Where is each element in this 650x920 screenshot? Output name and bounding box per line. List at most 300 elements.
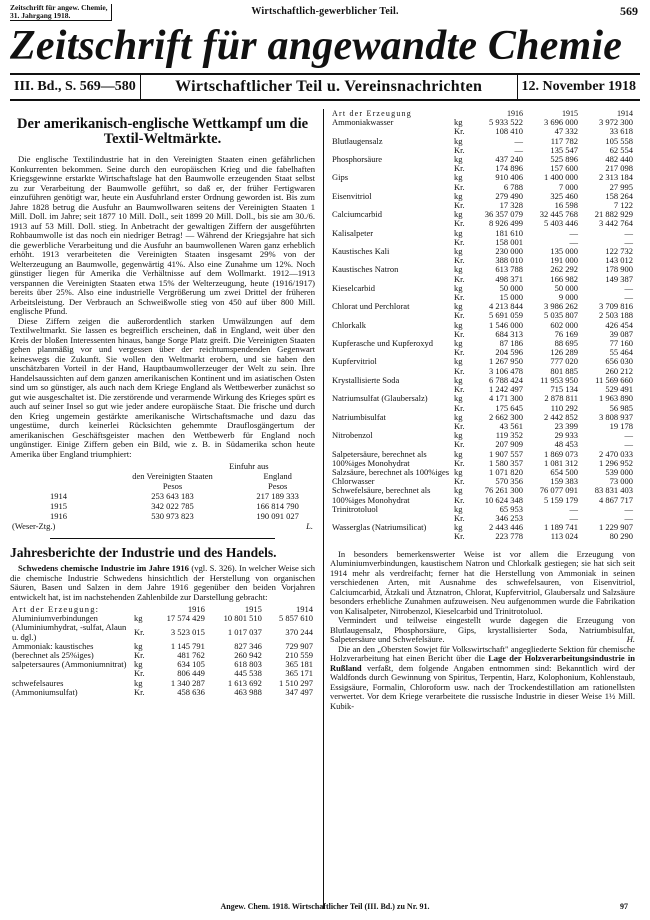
product-name: Krystallisierte Soda: [332, 374, 400, 385]
kr-value: 149 387: [605, 273, 633, 284]
kr-value: 5 159 179: [544, 494, 578, 505]
kg-value: 1 189 741: [544, 522, 578, 533]
right-paragraph-2-signature: H.: [626, 634, 635, 645]
right-paragraph-2: [330, 616, 635, 645]
unit-label: Kr.: [454, 163, 465, 174]
unit-label: Kr.: [454, 476, 465, 487]
table-row: [10, 660, 315, 669]
product-name: Wasserglas (Natriumsilicat): [332, 522, 427, 533]
unit-label: kg: [454, 338, 463, 349]
kg-value: 32 445 768: [539, 209, 578, 220]
product-name: Salzsäure, berechnet als 100%iges Chlorwasser: [332, 466, 450, 487]
masthead-title: Zeitschrift für angewandte Chemie: [10, 23, 623, 69]
import-unit-usa: Pesos: [162, 481, 183, 491]
table-row: [330, 468, 635, 477]
kr-value: 47 332: [554, 126, 578, 137]
section-subtitle: Schwedens chemische Industrie im Jahre 1916: [18, 563, 189, 573]
kr-value: 175 645: [495, 402, 523, 413]
kr-value: 5 403 446: [544, 218, 578, 229]
right-column: [330, 109, 635, 919]
kg-value: 50 000: [554, 282, 578, 293]
kr-value: —: [624, 236, 633, 247]
unit-label: kg: [134, 677, 143, 688]
kr-value: 1 081 312: [544, 457, 578, 468]
kr-value: 1 296 952: [599, 457, 633, 468]
kr-value: —: [624, 512, 633, 523]
kg-value: 1 145 791: [170, 640, 205, 651]
unit-label: Kr.: [454, 144, 465, 155]
kr-value: 570 356: [495, 476, 523, 487]
kr-value: 8 926 499: [489, 218, 523, 229]
kr-value: 126 289: [550, 347, 578, 358]
kr-value: 529 491: [605, 384, 633, 395]
kg-value: 1 963 890: [599, 393, 633, 404]
kg-value: 279 490: [495, 190, 523, 201]
newspaper-page: [10, 4, 640, 916]
kg-value: 11 953 950: [540, 374, 578, 385]
unit-label: kg: [454, 356, 463, 367]
kr-value: 223 778: [495, 531, 523, 542]
unit-label: Kr.: [454, 255, 465, 266]
running-title: Wirtschaftlich-gewerblicher Teil.: [251, 6, 399, 17]
unit-label: Kr.: [454, 402, 465, 413]
kr-value: 110 292: [550, 402, 578, 413]
unit-label: Kr.: [454, 328, 465, 339]
kr-value: 346 253: [495, 512, 523, 523]
kr-value: 5 035 807: [544, 310, 578, 321]
product-name: Kalisalpeter: [332, 227, 374, 238]
kg-value: 36 357 079: [484, 209, 523, 220]
unit-label: kg: [454, 190, 463, 201]
import-england-value: 166 814 790: [256, 501, 299, 511]
kr-value: 207 909: [495, 439, 523, 450]
kg-value: —: [624, 430, 633, 441]
left-column: [10, 109, 315, 919]
unit-label: Kr.: [454, 347, 465, 358]
kg-value: 729 907: [285, 640, 313, 651]
table-row: [330, 505, 635, 514]
section-paragraph: [10, 564, 315, 602]
right-paragraph-3-end: verfaßt, dem folgende Angaben entnommen sind: Bekanntlich wird der Waldfonds durch Gewinnung von Spiritus, Terpentin, Harz, Kolophonium, Kohlenstaub, Essigsäure, Formalin, Chloroform usw. nach der Trockendestillation am rationellsten verwertet. Vor dem Kriege verarbeitete die russische Industrie in dieser Weise 1½ Mill. Kubik-: [330, 662, 635, 711]
kg-value: 3 709 816: [599, 301, 633, 312]
kg-value: 2 470 033: [599, 448, 633, 459]
table-row: [330, 321, 635, 330]
article-paragraph-2: Diese Ziffern zeigen die außerordentlich starken Umwälzungen auf dem Textilweltmarkt. Sie lassen es begreiflich erscheinen, daß in England, weit über den Kreis der bloßen Interessenten hinaus, bange Sorge Platz greift. Die Vereinigten Staaten gehen planmäßig vor und vergessen über der reichtumspendenden Gegenwart keineswegs die Zukunft. Sie wollen den Weltmarkt erobern, und sie haben den unschätzbaren Vorteil in der Hand, Hauptbaumwollerzeuger der Welt zu sein. Ihre Handelsaussichten auf dem ganzen amerikanischen Kontinent und im asiatischen Osten sind um so günstiger, als auch nach dem Kriege England als Wettbewerber zunächst so gut wie ausgeschaltet ist. Die zerstörende und verarmende Wirkung des Krieges spürt es auch auf seiner Insel so gut wie jeder andere europäische Staat. Die frische und durch den Krieg ungemein gestärkte amerikanische Wirtschaftsmache und dazu das ungestüme, durch keinerlei Rücksichten gehemmte Drauflosgängertum der amerikanischen Geschäftsgeister machen den Wettbewerb für England noch ungünstiger. Einige Ziffern geben ein Bild, wie z. B. in Südamerika schon heute Amerika über England triumphiert:: [10, 315, 315, 459]
section-text: In welcher Weise sich die chemische Industrie Schwedens hinsichtlich der Herstellung von organischen Säuren, Basen und Salzen in dem Jahre 1916 gegenüber den beiden Vorjahren entwickelt hat, ist im nachstehenden Zahlenbilde zur Darstellung gebracht:: [10, 563, 315, 602]
import-usa-value: 342 022 785: [151, 501, 194, 511]
kr-value: 217 098: [605, 163, 633, 174]
kr-value: —: [569, 236, 578, 247]
kr-value: 684 313: [495, 328, 523, 339]
kg-value: 777 020: [550, 356, 578, 367]
kr-value: 210 559: [285, 650, 313, 661]
kg-value: 88 695: [554, 338, 578, 349]
kr-value: 33 618: [609, 126, 633, 137]
kg-value: 65 953: [499, 503, 523, 514]
kg-value: 1 907 557: [489, 448, 523, 459]
unit-label: kg: [454, 485, 463, 496]
table-row: [330, 376, 635, 385]
kg-value: 21 882 929: [594, 209, 633, 220]
page-number: 569: [620, 4, 638, 18]
unit-label: Kr.: [454, 494, 465, 505]
kg-value: 2 442 852: [544, 411, 578, 422]
kg-value: —: [624, 282, 633, 293]
kr-value: 3 106 478: [489, 365, 523, 376]
import-unit-england: Pesos: [267, 481, 288, 491]
section-title: Wirtschaftlicher Teil u. Vereinsnachrichten: [141, 75, 518, 99]
kr-value: 801 885: [550, 365, 578, 376]
kr-value: 715 134: [550, 384, 578, 395]
kr-value: 113 024: [550, 531, 578, 542]
import-usa-value: 253 643 183: [151, 491, 194, 501]
section-separator: [50, 538, 275, 539]
unit-label: Kr.: [454, 384, 465, 395]
kr-value: 15 000: [499, 292, 523, 303]
product-name: salpetersaures (Ammoniumnitrat): [12, 659, 127, 670]
import-col-england: England: [263, 471, 292, 481]
kg-value: —: [624, 503, 633, 514]
unit-label: Kr.: [454, 439, 465, 450]
kr-value: 191 000: [550, 255, 578, 266]
kr-value: 1 580 357: [489, 457, 523, 468]
kr-value: 498 371: [495, 273, 523, 284]
kr-value: 5 691 059: [489, 310, 523, 321]
product-name: Natriumbisulfat: [332, 411, 386, 422]
table-row: [10, 501, 315, 511]
kg-value: 29 933: [554, 430, 578, 441]
kr-value: 3 442 764: [599, 218, 633, 229]
kg-value: 135 000: [550, 246, 578, 257]
publication-line-1: Zeitschrift für angew. Chemie,: [10, 3, 108, 12]
kg-value: 262 292: [550, 264, 578, 275]
unit-label: kg: [454, 135, 463, 146]
running-header: [10, 4, 640, 21]
source-note: (Weser-Ztg.): [12, 521, 56, 531]
year-col: 1915: [562, 109, 578, 118]
table-row: [10, 491, 315, 501]
kr-value: 80 290: [609, 531, 633, 542]
kg-value: 6 788 424: [489, 374, 523, 385]
table-row: [330, 265, 635, 274]
article-title: [10, 117, 315, 147]
product-name: Natriumsulfat (Glaubersalz): [332, 393, 428, 404]
table-row: [330, 155, 635, 164]
kg-value: 3 808 937: [599, 411, 633, 422]
table-row: [10, 511, 315, 521]
unit-label: kg: [454, 209, 463, 220]
kg-value: 910 406: [495, 172, 523, 183]
kr-value: 2 503 188: [599, 310, 633, 321]
year-col: 1916: [507, 109, 523, 118]
product-name: Kaustisches Natron: [332, 264, 399, 275]
production-head: Art der Erzeugung: [332, 109, 412, 118]
kr-value: 73 000: [609, 476, 633, 487]
unit-label: Kr.: [134, 650, 145, 661]
kr-value: 365 171: [285, 668, 313, 679]
kr-value: 39 087: [609, 328, 633, 339]
kg-value: 1 229 907: [599, 522, 633, 533]
unit-label: Kr.: [454, 236, 465, 247]
kg-value: 656 030: [605, 356, 633, 367]
kg-value: 119 352: [495, 430, 523, 441]
kg-value: 1 613 692: [227, 677, 262, 688]
kr-value: 481 762: [177, 650, 205, 661]
kg-value: 17 574 429: [166, 613, 205, 624]
unit-label: kg: [454, 503, 463, 514]
table-row: [330, 284, 635, 293]
kg-value: 539 000: [605, 466, 633, 477]
unit-label: kg: [454, 319, 463, 330]
kr-value: 9 000: [558, 292, 578, 303]
kr-value: 7 122: [613, 200, 633, 211]
unit-label: kg: [454, 117, 463, 128]
product-name: Ammoniakwasser: [332, 117, 394, 128]
kg-value: 230 000: [495, 246, 523, 257]
table-row: [10, 614, 315, 628]
kg-value: —: [569, 227, 578, 238]
kr-value: 16 598: [554, 200, 578, 211]
kr-value: 1 242 497: [489, 384, 523, 395]
product-name: Nitrobenzol: [332, 430, 373, 441]
table-row: [330, 357, 635, 366]
unit-label: kg: [134, 640, 143, 651]
unit-label: kg: [454, 466, 463, 477]
kg-value: 87 186: [499, 338, 523, 349]
kg-value: 4 171 300: [489, 393, 523, 404]
product-name: Chlorat und Perchlorat: [332, 301, 410, 312]
kr-value: 159 383: [550, 476, 578, 487]
table-row: [10, 679, 315, 688]
footer-number: 97: [620, 902, 628, 911]
product-name: Chlorkalk: [332, 319, 366, 330]
kr-value: 3 523 015: [170, 627, 205, 637]
kr-value: —: [624, 439, 633, 450]
kr-value: 56 985: [609, 402, 633, 413]
table-row: [330, 229, 635, 238]
import-year: 1916: [50, 511, 67, 521]
table-row: [10, 642, 315, 651]
unit-label: Kr.: [454, 457, 465, 468]
kr-value: 260 942: [234, 650, 262, 661]
kg-value: 365 181: [285, 659, 313, 670]
import-table: [10, 461, 315, 531]
unit-label: kg: [454, 301, 463, 312]
kg-value: 3 972 300: [599, 117, 633, 128]
kr-value: —: [514, 144, 523, 155]
table-row: [330, 137, 635, 146]
kg-value: 105 558: [605, 135, 633, 146]
kr-value: 347 497: [285, 686, 313, 697]
kr-value: 23 399: [554, 420, 578, 431]
import-table-header: Einfuhr aus: [229, 461, 269, 471]
product-name: Kaustisches Kali: [332, 246, 390, 257]
kg-value: 83 831 403: [594, 485, 633, 496]
kg-value: 5 933 522: [489, 117, 523, 128]
unit-label: Kr.: [454, 218, 465, 229]
kr-value: 7 000: [558, 181, 578, 192]
kr-value: 76 169: [554, 328, 578, 339]
kr-value: 10 624 348: [484, 494, 523, 505]
year-col: 1914: [296, 604, 313, 614]
unit-label: kg: [454, 393, 463, 404]
unit-label: kg: [454, 448, 463, 459]
year-col: 1916: [187, 604, 205, 614]
table-row: [330, 247, 635, 256]
kg-value: 525 896: [550, 154, 578, 165]
unit-label: Kr.: [454, 512, 465, 523]
unit-label: Kr.: [454, 273, 465, 284]
table-row: [330, 431, 635, 440]
unit-label: kg: [454, 430, 463, 441]
right-paragraph-1: In besonders bemerkenswerter Weise ist vor allem die Erzeugung von Aluminiumverbindungen, kaustischem Natron und Chlorkalk gestiegen; sie hat sich seit 1914 mehr als verdreifacht; ferner hat die Herstellung von Ammoniak in seinen verschiedenen Arten, mit Ausnahme des schwefelsauren, von Eisenvitriol, Calciumcarbid, Ätzkali und Ätznatron, Chlorat, Kupfervitriol, Glaubersalz und Salzsäure besonders erhebliche Zunahmen aufzuweisen. Neu aufgenommen wurde die Fabrikation von Kalisalpeter, Nitrobenzol, Kieselcarbid und Trinitrotoluol.: [330, 548, 635, 616]
kg-value: 11 569 660: [595, 374, 633, 385]
kr-value: 174 896: [495, 163, 523, 174]
kg-value: 178 900: [605, 264, 633, 275]
article-title-line-1: Der amerikanisch-englische Wettkampf um die: [16, 116, 309, 132]
kr-value: 27 995: [609, 181, 633, 192]
unit-label: Kr.: [454, 365, 465, 376]
kr-value: 55 464: [609, 347, 633, 358]
product-name: schwefelsaures (Ammoniumsulfat): [12, 677, 78, 697]
kg-value: 613 788: [495, 264, 523, 275]
table-head-label: Art der Erzeugung:: [12, 604, 100, 614]
product-name: Kieselcarbid: [332, 282, 375, 293]
kr-value: —: [624, 292, 633, 303]
import-year: 1914: [50, 491, 67, 501]
product-name: Gips: [332, 172, 349, 183]
product-name: Calciumcarbid: [332, 209, 383, 220]
kg-value: 325 460: [550, 190, 578, 201]
kr-value: 135 547: [550, 144, 578, 155]
kr-value: 388 010: [495, 255, 523, 266]
kr-value: 166 982: [550, 273, 578, 284]
unit-label: Kr.: [454, 420, 465, 431]
import-england-value: 217 189 333: [256, 491, 299, 501]
right-paragraph-2-text: Vermindert und teilweise eingestellt wurde dagegen die Erzeugung von Blutlaugensalz, Phosphorsäure, Gips, krystallisierter Soda, Natriumbisulfat, Salpetersäure und Schwefelsäure.: [330, 615, 635, 645]
product-name: Salpetersäure, berechnet als 100%iges Monohydrat: [332, 448, 427, 468]
footer-text: Angew. Chem. 1918. Wirtschaftlicher Teil (III. Bd.) zu Nr. 91.: [220, 902, 430, 911]
kg-value: 634 105: [177, 659, 205, 670]
kg-value: 117 782: [550, 135, 578, 146]
issue-date: 12. November 1918: [521, 79, 636, 94]
year-col: 1915: [244, 604, 262, 614]
kg-value: 10 801 510: [223, 613, 262, 624]
right-paragraph-3-bold: Lage der Holzverarbeitungsindustrie in Rußland: [330, 653, 635, 673]
unit-label: Kr.: [454, 310, 465, 321]
kg-value: 158 264: [605, 190, 633, 201]
kr-value: 143 012: [605, 255, 633, 266]
unit-label: kg: [454, 522, 463, 533]
unit-label: kg: [454, 172, 463, 183]
kg-value: 2 443 446: [489, 522, 523, 533]
kr-value: 370 244: [285, 627, 313, 637]
publication-line-2: 31. Jahrgang 1918.: [10, 10, 71, 20]
year-col: 1914: [617, 109, 633, 118]
section-title-reports: Jahresberichte der Industrie und des Handels.: [10, 545, 277, 560]
kr-value: 157 600: [550, 163, 578, 174]
kr-value: 260 212: [605, 365, 633, 376]
unit-label: kg: [454, 227, 463, 238]
kg-value: 77 160: [609, 338, 633, 349]
unit-label: kg: [454, 411, 463, 422]
kg-value: 4 213 844: [489, 301, 523, 312]
kg-value: 482 440: [605, 154, 633, 165]
kg-value: 76 261 300: [484, 485, 523, 496]
kr-value: 463 988: [234, 686, 262, 697]
kg-value: 2 878 811: [544, 393, 578, 404]
kg-value: 654 500: [550, 466, 578, 477]
article-signature: L.: [306, 521, 313, 531]
product-name: Phosphorsäure: [332, 154, 383, 165]
product-name: Kupferasche und Kupferoxyd: [332, 338, 434, 349]
kr-value: 445 538: [234, 668, 262, 679]
kr-value: 806 449: [177, 668, 205, 679]
product-name: Trinitrotoluol: [332, 503, 378, 514]
product-name: Eisenvitriol: [332, 190, 372, 201]
table-row: [330, 394, 635, 403]
kg-value: 437 240: [495, 154, 523, 165]
product-name: Blutlaugensalz: [332, 135, 383, 146]
kr-value: 204 596: [495, 347, 523, 358]
unit-label: Kr.: [454, 292, 465, 303]
kr-value: 458 636: [177, 686, 205, 697]
unit-label: Kr.: [454, 126, 465, 137]
kg-value: 1 869 073: [544, 448, 578, 459]
kr-value: 158 001: [495, 236, 523, 247]
kr-value: 19 178: [609, 420, 633, 431]
page-footer: [10, 902, 640, 911]
table-row: [330, 210, 635, 219]
kg-value: 3 986 262: [544, 301, 578, 312]
kg-value: 5 857 610: [279, 613, 313, 624]
unit-label: kg: [134, 613, 143, 624]
import-year: 1915: [50, 501, 67, 511]
kg-value: 76 077 091: [539, 485, 578, 496]
unit-label: Kr.: [454, 181, 465, 192]
article-paragraph-1: Die englische Textilindustrie hat in den Vereinigten Staaten einen gefährlichen Konkurrenten bekommen. Seine durch den europäischen Krieg und die fabelhaften Kriegsgewinne erstarkte Wirtschaftslage hat den Baumwolle erzeugenden Staat selbst zu zur Verarbeitung der Baumwolle geführt, so daß er, der früher Fertigwaren einzuführen genötigt war, heute ein Ausfuhrland erster Ordnung geworden ist. Bis zum Jahre 1828 betrug die Ausfuhr an Baumwollwaren seitens der Vereinigten Staaten 1 Mill. Doll. im Jahre; seit 1877 10 Mill. Doll., seit 1899 20 Mill. Doll., bis sie am 30./6. 1913 auf 53 Mill. Doll. stieg. In Anbetracht der gewaltigen Ziffern der ausgeführten Rohbaumwolle ist das noch ein niedriger Betrag! — Während der Kriegsjahre hat sich die gewerbliche Verarbeitung und die Ausfuhr an baumwollenen Waren ganz erheblich erhöht. 1913 verarbeiteten die Vereinigten Staaten insgesamt 29% von der Welterzeugung an Baumwolle, gegenwärtig 41%. Also eine Zunahme um 12%. Noch günstiger liegen für Amerika die Verhältnisse auf dem Wollmarkt. 1912—1913 verspannen die Vereinigten Staaten etwa 15% der Welterzeugung, heute (1916/1917) bereits über 25%. Also eine industrielle Vergrößerung um zwei Drittel der früheren Arbeitsleistung. Der Verbrauch an Schweißwolle stieg von 450 auf über 800 Mill. englische Pfund.: [10, 154, 315, 316]
kg-value: 1 510 297: [279, 677, 313, 688]
kg-value: 50 000: [499, 282, 523, 293]
kr-value: —: [569, 512, 578, 523]
unit-label: kg: [454, 282, 463, 293]
table-row: [330, 302, 635, 311]
table-row: [330, 173, 635, 182]
import-col-usa: den Vereinigten Staaten: [132, 471, 213, 481]
right-paragraph-3: [330, 645, 635, 712]
import-england-value: 190 091 027: [256, 511, 299, 521]
kr-value: 17 328: [499, 200, 523, 211]
volume-info: III. Bd., S. 569—580: [10, 75, 141, 99]
kg-value: 1 546 000: [489, 319, 523, 330]
kg-value: 1 340 287: [170, 677, 205, 688]
kg-value: —: [569, 503, 578, 514]
kg-value: 2 313 184: [599, 172, 633, 183]
right-paragraph-3-start: Die an den „Obersten Sowjet für Volkswirtschaft" angegliederte Sektion für chemische Holzverarbeitung hat einen Bericht über die: [330, 643, 635, 664]
table-row: [330, 192, 635, 201]
unit-label: kg: [454, 246, 463, 257]
masthead-bar: [10, 73, 640, 101]
table-row: [330, 118, 635, 127]
unit-label: Kr.: [134, 627, 145, 637]
product-name: Schwefelsäure, berechnet als 100%iges Monohydrat: [332, 485, 431, 505]
article-title-line-2: Textil-Weltmärkte.: [103, 131, 222, 147]
kr-value: 43 561: [499, 420, 523, 431]
kg-value: 602 000: [550, 319, 578, 330]
table-row: [330, 413, 635, 422]
column-divider: [323, 109, 324, 909]
table-row: [330, 486, 635, 495]
